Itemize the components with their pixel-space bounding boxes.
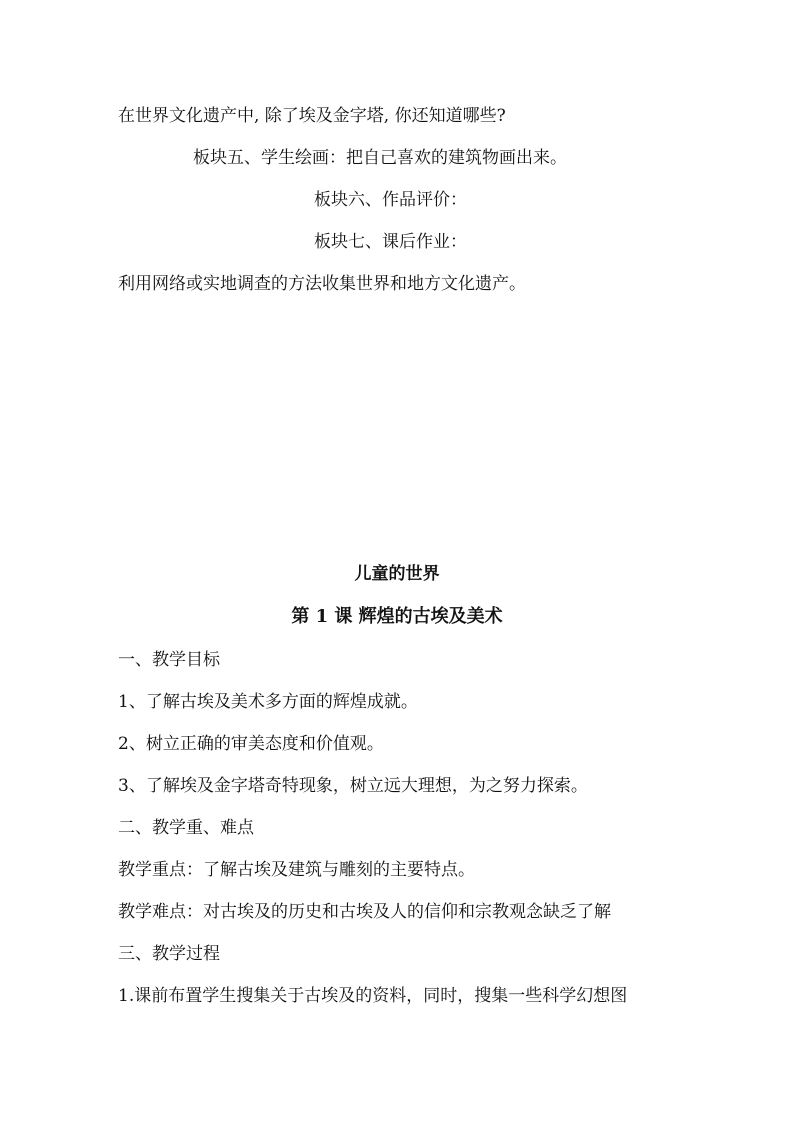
document-heading: 儿童的世界 [354,564,440,584]
process-step-1: 1.课前布置学生搜集关于古埃及的资料，同时，搜集一些科学幻想图 [118,986,628,1006]
text-line-block-seven: 板块七、课后作业： [314,232,467,252]
text-line-block-five: 板块五、学生绘画：把自己喜欢的建筑物画出来。 [193,148,567,168]
text-line-world-heritage-question: 在世界文化遗产中, 除了埃及金字塔, 你还知道哪些? [118,106,506,126]
section-teaching-process: 三、教学过程 [118,944,220,964]
key-point-text: 教学重点：了解古埃及建筑与雕刻的主要特点。 [118,860,475,880]
text-line-block-six: 板块六、作品评价： [314,190,467,210]
goal-item-3: 3、了解埃及金字塔奇特现象，树立远大理想，为之努力探索。 [118,776,588,796]
text-line-homework: 利用网络或实地调查的方法收集世界和地方文化遗产。 [118,274,526,294]
difficult-point-text: 教学难点：对古埃及的历史和古埃及人的信仰和宗教观念缺乏了解 [118,902,611,922]
section-key-difficult-points: 二、教学重、难点 [118,818,254,838]
goal-item-2: 2、树立正确的审美态度和价值观。 [118,734,384,754]
section-teaching-goals: 一、教学目标 [118,650,220,670]
goal-item-1: 1、了解古埃及美术多方面的辉煌成就。 [118,692,418,712]
lesson-title: 第 1 课 辉煌的古埃及美术 [291,606,503,627]
